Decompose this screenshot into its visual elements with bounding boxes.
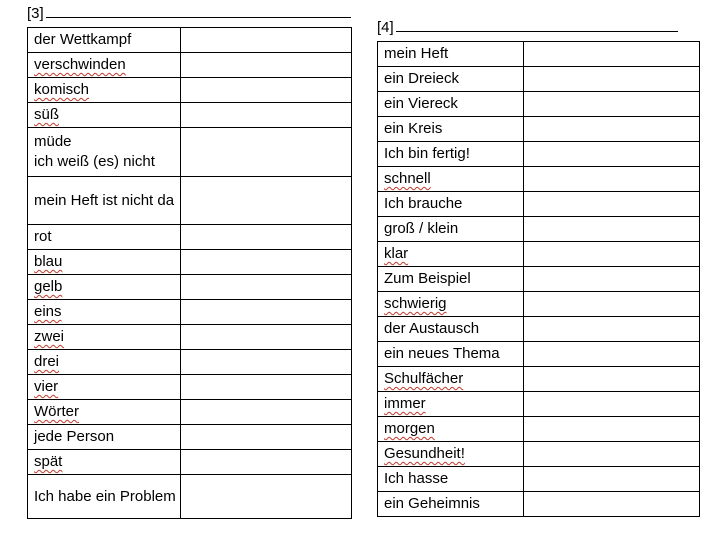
term-cell xyxy=(28,325,181,350)
vocab-row xyxy=(28,177,352,225)
term-cell xyxy=(378,142,524,167)
answer-cell[interactable] xyxy=(524,342,700,367)
term-text: eins xyxy=(34,303,62,320)
vocab-row xyxy=(28,375,352,400)
term-cell xyxy=(28,225,181,250)
term-cell xyxy=(378,42,524,67)
answer-cell[interactable] xyxy=(181,450,352,475)
section-3-heading xyxy=(27,5,351,23)
section-4-title-blank[interactable] xyxy=(396,30,678,32)
term-cell xyxy=(28,375,181,400)
term-text: immer xyxy=(384,395,426,412)
term-text: mein Heft ist nicht da xyxy=(34,191,175,209)
vocab-row xyxy=(28,350,352,375)
term-text: spät xyxy=(34,453,63,470)
vocab-row xyxy=(378,142,700,167)
answer-cell[interactable] xyxy=(524,192,700,217)
term-text: drei xyxy=(34,353,60,370)
term-text: müde ich weiß (es) nicht xyxy=(34,133,155,170)
section-4-heading xyxy=(377,19,678,37)
term-cell xyxy=(378,67,524,92)
answer-cell[interactable] xyxy=(524,317,700,342)
vocab-row xyxy=(28,400,352,425)
term-text: der Wettkampf xyxy=(34,31,132,48)
answer-cell[interactable] xyxy=(524,417,700,442)
term-cell xyxy=(28,78,181,103)
term-cell xyxy=(378,367,524,392)
answer-cell[interactable] xyxy=(181,325,352,350)
term-text: blau xyxy=(34,253,63,270)
vocab-row xyxy=(28,225,352,250)
vocab-row xyxy=(28,28,352,53)
answer-cell[interactable] xyxy=(524,142,700,167)
term-text: groß / klein xyxy=(384,220,459,237)
answer-cell[interactable] xyxy=(524,242,700,267)
answer-cell[interactable] xyxy=(524,117,700,142)
answer-cell[interactable] xyxy=(524,492,700,517)
answer-cell[interactable] xyxy=(524,92,700,117)
term-text: rot xyxy=(34,228,52,245)
term-text: ein Kreis xyxy=(384,120,443,137)
vocab-row xyxy=(28,450,352,475)
term-cell xyxy=(378,192,524,217)
term-text: zwei xyxy=(34,328,65,345)
term-text: ein Viereck xyxy=(384,95,458,112)
answer-cell[interactable] xyxy=(181,250,352,275)
term-text: Schulfächer xyxy=(384,370,464,387)
vocab-row xyxy=(28,103,352,128)
term-cell xyxy=(378,442,524,467)
term-text: morgen xyxy=(384,420,435,437)
answer-cell[interactable] xyxy=(181,225,352,250)
term-cell xyxy=(28,300,181,325)
vocab-row xyxy=(378,42,700,67)
vocab-row xyxy=(28,275,352,300)
vocab-row xyxy=(378,192,700,217)
term-cell xyxy=(28,128,181,177)
answer-cell[interactable] xyxy=(181,53,352,78)
answer-cell[interactable] xyxy=(181,300,352,325)
term-cell xyxy=(378,167,524,192)
answer-cell[interactable] xyxy=(524,367,700,392)
vocab-row xyxy=(378,492,700,517)
answer-cell[interactable] xyxy=(524,217,700,242)
answer-cell[interactable] xyxy=(524,167,700,192)
term-text: Ich habe ein Problem xyxy=(34,487,176,505)
term-cell xyxy=(28,177,181,225)
answer-cell[interactable] xyxy=(181,128,352,177)
vocab-row xyxy=(378,117,700,142)
vocab-row xyxy=(378,292,700,317)
term-cell xyxy=(28,28,181,53)
answer-cell[interactable] xyxy=(524,467,700,492)
term-cell xyxy=(378,267,524,292)
vocab-row xyxy=(378,367,700,392)
answer-cell[interactable] xyxy=(181,375,352,400)
term-text: Wörter xyxy=(34,403,79,420)
term-cell xyxy=(378,467,524,492)
vocab-row xyxy=(378,217,700,242)
section-4-number: [4] xyxy=(377,19,394,36)
answer-cell[interactable] xyxy=(181,400,352,425)
answer-cell[interactable] xyxy=(181,103,352,128)
term-cell xyxy=(28,275,181,300)
term-text: ein Geheimnis xyxy=(384,495,480,512)
term-cell xyxy=(378,217,524,242)
term-text: schwierig xyxy=(384,295,447,312)
term-text: Zum Beispiel xyxy=(384,270,471,287)
vocab-row xyxy=(28,53,352,78)
term-cell xyxy=(378,117,524,142)
vocab-row xyxy=(378,167,700,192)
vocab-row xyxy=(378,417,700,442)
term-cell xyxy=(378,492,524,517)
term-text: süß xyxy=(34,106,60,123)
term-text: komisch xyxy=(34,81,90,98)
term-cell xyxy=(28,450,181,475)
term-cell xyxy=(378,292,524,317)
vocab-row xyxy=(378,242,700,267)
term-text: mein Heft xyxy=(384,45,449,62)
term-text: der Austausch xyxy=(384,320,480,337)
answer-cell[interactable] xyxy=(181,28,352,53)
term-text: jede Person xyxy=(34,428,115,445)
answer-cell[interactable] xyxy=(181,78,352,103)
term-cell xyxy=(378,92,524,117)
answer-cell[interactable] xyxy=(181,350,352,375)
vocab-table-3 xyxy=(27,27,352,519)
term-cell xyxy=(378,317,524,342)
answer-cell[interactable] xyxy=(524,392,700,417)
term-cell xyxy=(378,392,524,417)
vocab-row xyxy=(378,267,700,292)
term-text: Ich brauche xyxy=(384,195,463,212)
answer-cell[interactable] xyxy=(181,425,352,450)
vocab-row xyxy=(28,325,352,350)
term-cell xyxy=(28,425,181,450)
term-cell xyxy=(378,342,524,367)
vocab-row xyxy=(378,467,700,492)
vocab-row xyxy=(28,78,352,103)
answer-cell[interactable] xyxy=(524,67,700,92)
term-cell xyxy=(28,400,181,425)
section-3-number: [3] xyxy=(27,5,44,22)
term-cell xyxy=(378,417,524,442)
vocab-row xyxy=(378,342,700,367)
term-text: schnell xyxy=(384,170,431,187)
vocab-row xyxy=(28,425,352,450)
term-cell xyxy=(28,475,181,519)
answer-cell[interactable] xyxy=(524,42,700,67)
vocab-row xyxy=(378,317,700,342)
answer-cell[interactable] xyxy=(524,442,700,467)
answer-cell[interactable] xyxy=(181,275,352,300)
answer-cell[interactable] xyxy=(181,475,352,519)
vocab-row xyxy=(378,442,700,467)
term-cell xyxy=(28,103,181,128)
term-text: verschwinden xyxy=(34,56,126,73)
vocab-row xyxy=(28,250,352,275)
vocab-row xyxy=(378,67,700,92)
term-cell xyxy=(28,53,181,78)
term-text: ein neues Thema xyxy=(384,345,500,362)
answer-cell[interactable] xyxy=(524,267,700,292)
vocab-row xyxy=(28,475,352,519)
section-3-title-blank[interactable] xyxy=(46,16,351,18)
answer-cell[interactable] xyxy=(524,292,700,317)
term-cell xyxy=(28,350,181,375)
answer-cell[interactable] xyxy=(181,177,352,225)
vocab-row xyxy=(378,92,700,117)
term-text: klar xyxy=(384,245,409,262)
term-text: Gesundheit! xyxy=(384,445,465,462)
vocab-table-4 xyxy=(377,41,700,517)
vocab-row xyxy=(28,300,352,325)
vocab-row xyxy=(378,392,700,417)
term-text: gelb xyxy=(34,278,63,295)
term-cell xyxy=(28,250,181,275)
term-text: vier xyxy=(34,378,59,395)
term-cell xyxy=(378,242,524,267)
term-text: Ich bin fertig! xyxy=(384,145,470,162)
term-text: ein Dreieck xyxy=(384,70,460,87)
vocab-row xyxy=(28,128,352,177)
term-text: Ich hasse xyxy=(384,470,449,487)
